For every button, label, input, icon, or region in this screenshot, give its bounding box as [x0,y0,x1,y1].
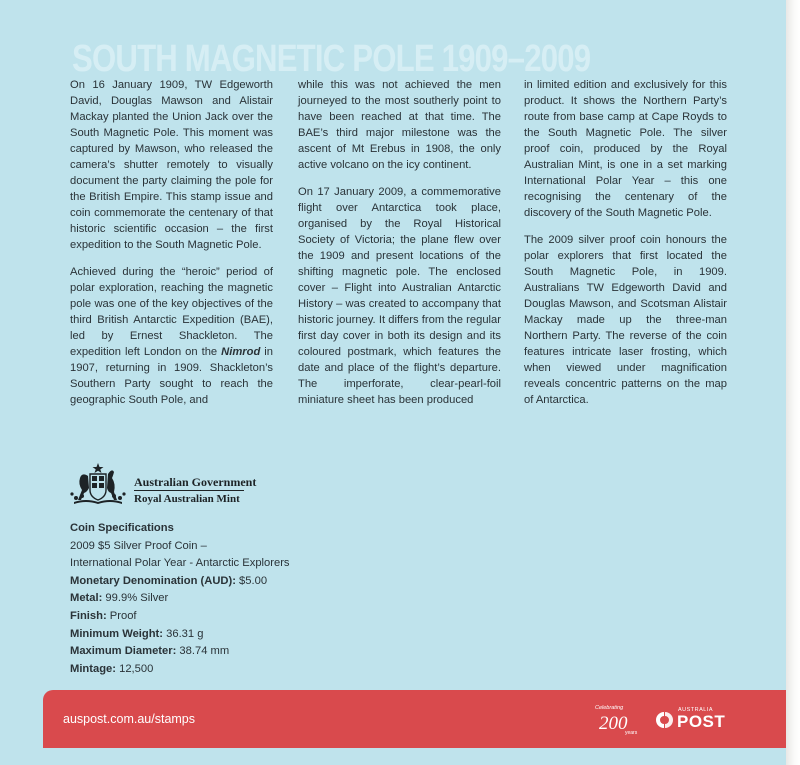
column3-paragraph-2: The 2009 silver proof coin honours the polar explorers that first located the South Magnetic Pole, in 1909. Australians TW Edgeworth David and Douglas Mawson, and Scotsman Alistair Mackay made up the three-man Northern Party. The reverse of the coin features intricate laser frosting, which when viewed under magnification reveals concentric patterns on the map of Antarctica. [524,234,727,406]
celebrating-label: Celebrating [595,705,624,711]
text-column-2 [298,77,501,419]
coin-specifications [70,520,330,678]
specs-coin-line-2: International Polar Year - Antarctic Explorers [70,557,290,570]
logo-divider [134,490,244,491]
text-column-3 [524,77,727,419]
anniversary-badge [595,702,647,738]
spec-mintage: Mintage: 12,500 [70,662,154,675]
years-label: years [625,730,638,736]
spec-metal: Metal: 99.9% Silver [70,592,169,605]
column3-paragraph-1: in limited edition and exclusively for this product. It shows the Northern Party’s route from base camp at Cape Royds to the South Magnetic Pole. The silver proof coin, produced by the Royal Australian Mint, is one in a set marking International Polar Year – this one recognising the centenary of the discovery of the South Magnetic Pole. [524,79,727,219]
footer-bar [43,690,786,748]
spec-denomination: Monetary Denomination (AUD): $5.00 [70,574,268,587]
column2-paragraph-2: On 17 January 2009, a commemorative flight over Antarctica took place, organised by the Royal Historical Society of Victoria; the plane flew over the 1909 and present locations of the shifting magnetic pole. The enclosed cover – Flight into Australian Antarctic History – was created to accompany that historic journey. It differs from the regular first day cover in both its design and its coloured postmark, which features the date and place of the flight’s departure. The imperforate, clear-pearl-foil miniature sheet has been produced [298,186,501,406]
government-label: Australian Government [134,475,257,489]
page-heading-watermark: SOUTH MAGNETIC POLE 1909–2009 [72,38,591,80]
anniversary-number: 200 [599,713,628,734]
coat-of-arms-icon [68,462,128,508]
post-country-label: AUSTRALIA [678,707,714,713]
column2-paragraph-1: while this was not achieved the men journeyed to the most southerly point to have been reached at that time. The BAE’s third major milestone was the ascent of Mt Erebus in 1908, the only active volcano on the icy continent. [298,79,501,171]
ship-name: Nimrod [221,346,261,358]
specs-title: Coin Specifications [70,522,174,534]
column1-p2-text-b: in 1907, returning in 1909. Shackleton’s Southern Party sought to reach the geographic South Pole, and [70,346,273,406]
column1-paragraph-2 [70,264,273,408]
text-column-1 [70,77,273,419]
australia-post-logo-icon [655,711,673,729]
mint-label: Royal Australian Mint [134,493,240,505]
column1-p2-text-a: Achieved during the “heroic” period of polar exploration, reaching the magnetic pole was one of the key objectives of the third British Antarctic Expedition (BAE), led by Ernest Shackleton. The expedition left London on the [70,266,273,358]
post-wordmark: POST [677,712,726,731]
spec-diameter: Maximum Diameter: 38.74 mm [70,645,230,658]
australia-post-logo [655,705,735,733]
spec-weight: Minimum Weight: 36.31 g [70,627,204,640]
page-edge [786,0,800,765]
column1-paragraph-1: On 16 January 1909, TW Edgeworth David, Douglas Mawson and Alistair Mackay planted the Union Jack over the South Magnetic Pole. This moment was captured by Mawson, who released the camera’s shutter remotely to visually document the party claiming the pole for the British Empire. This stamp issue and coin commemorate the centenary of that historic scientific occasion – the first expedition to the South Magnetic Pole. [70,79,273,251]
spec-finish: Finish: Proof [70,609,137,622]
mint-logo [68,462,258,510]
specs-coin-line-1: 2009 $5 Silver Proof Coin – [70,539,207,552]
stamps-link[interactable]: auspost.com.au/stamps [63,712,196,726]
